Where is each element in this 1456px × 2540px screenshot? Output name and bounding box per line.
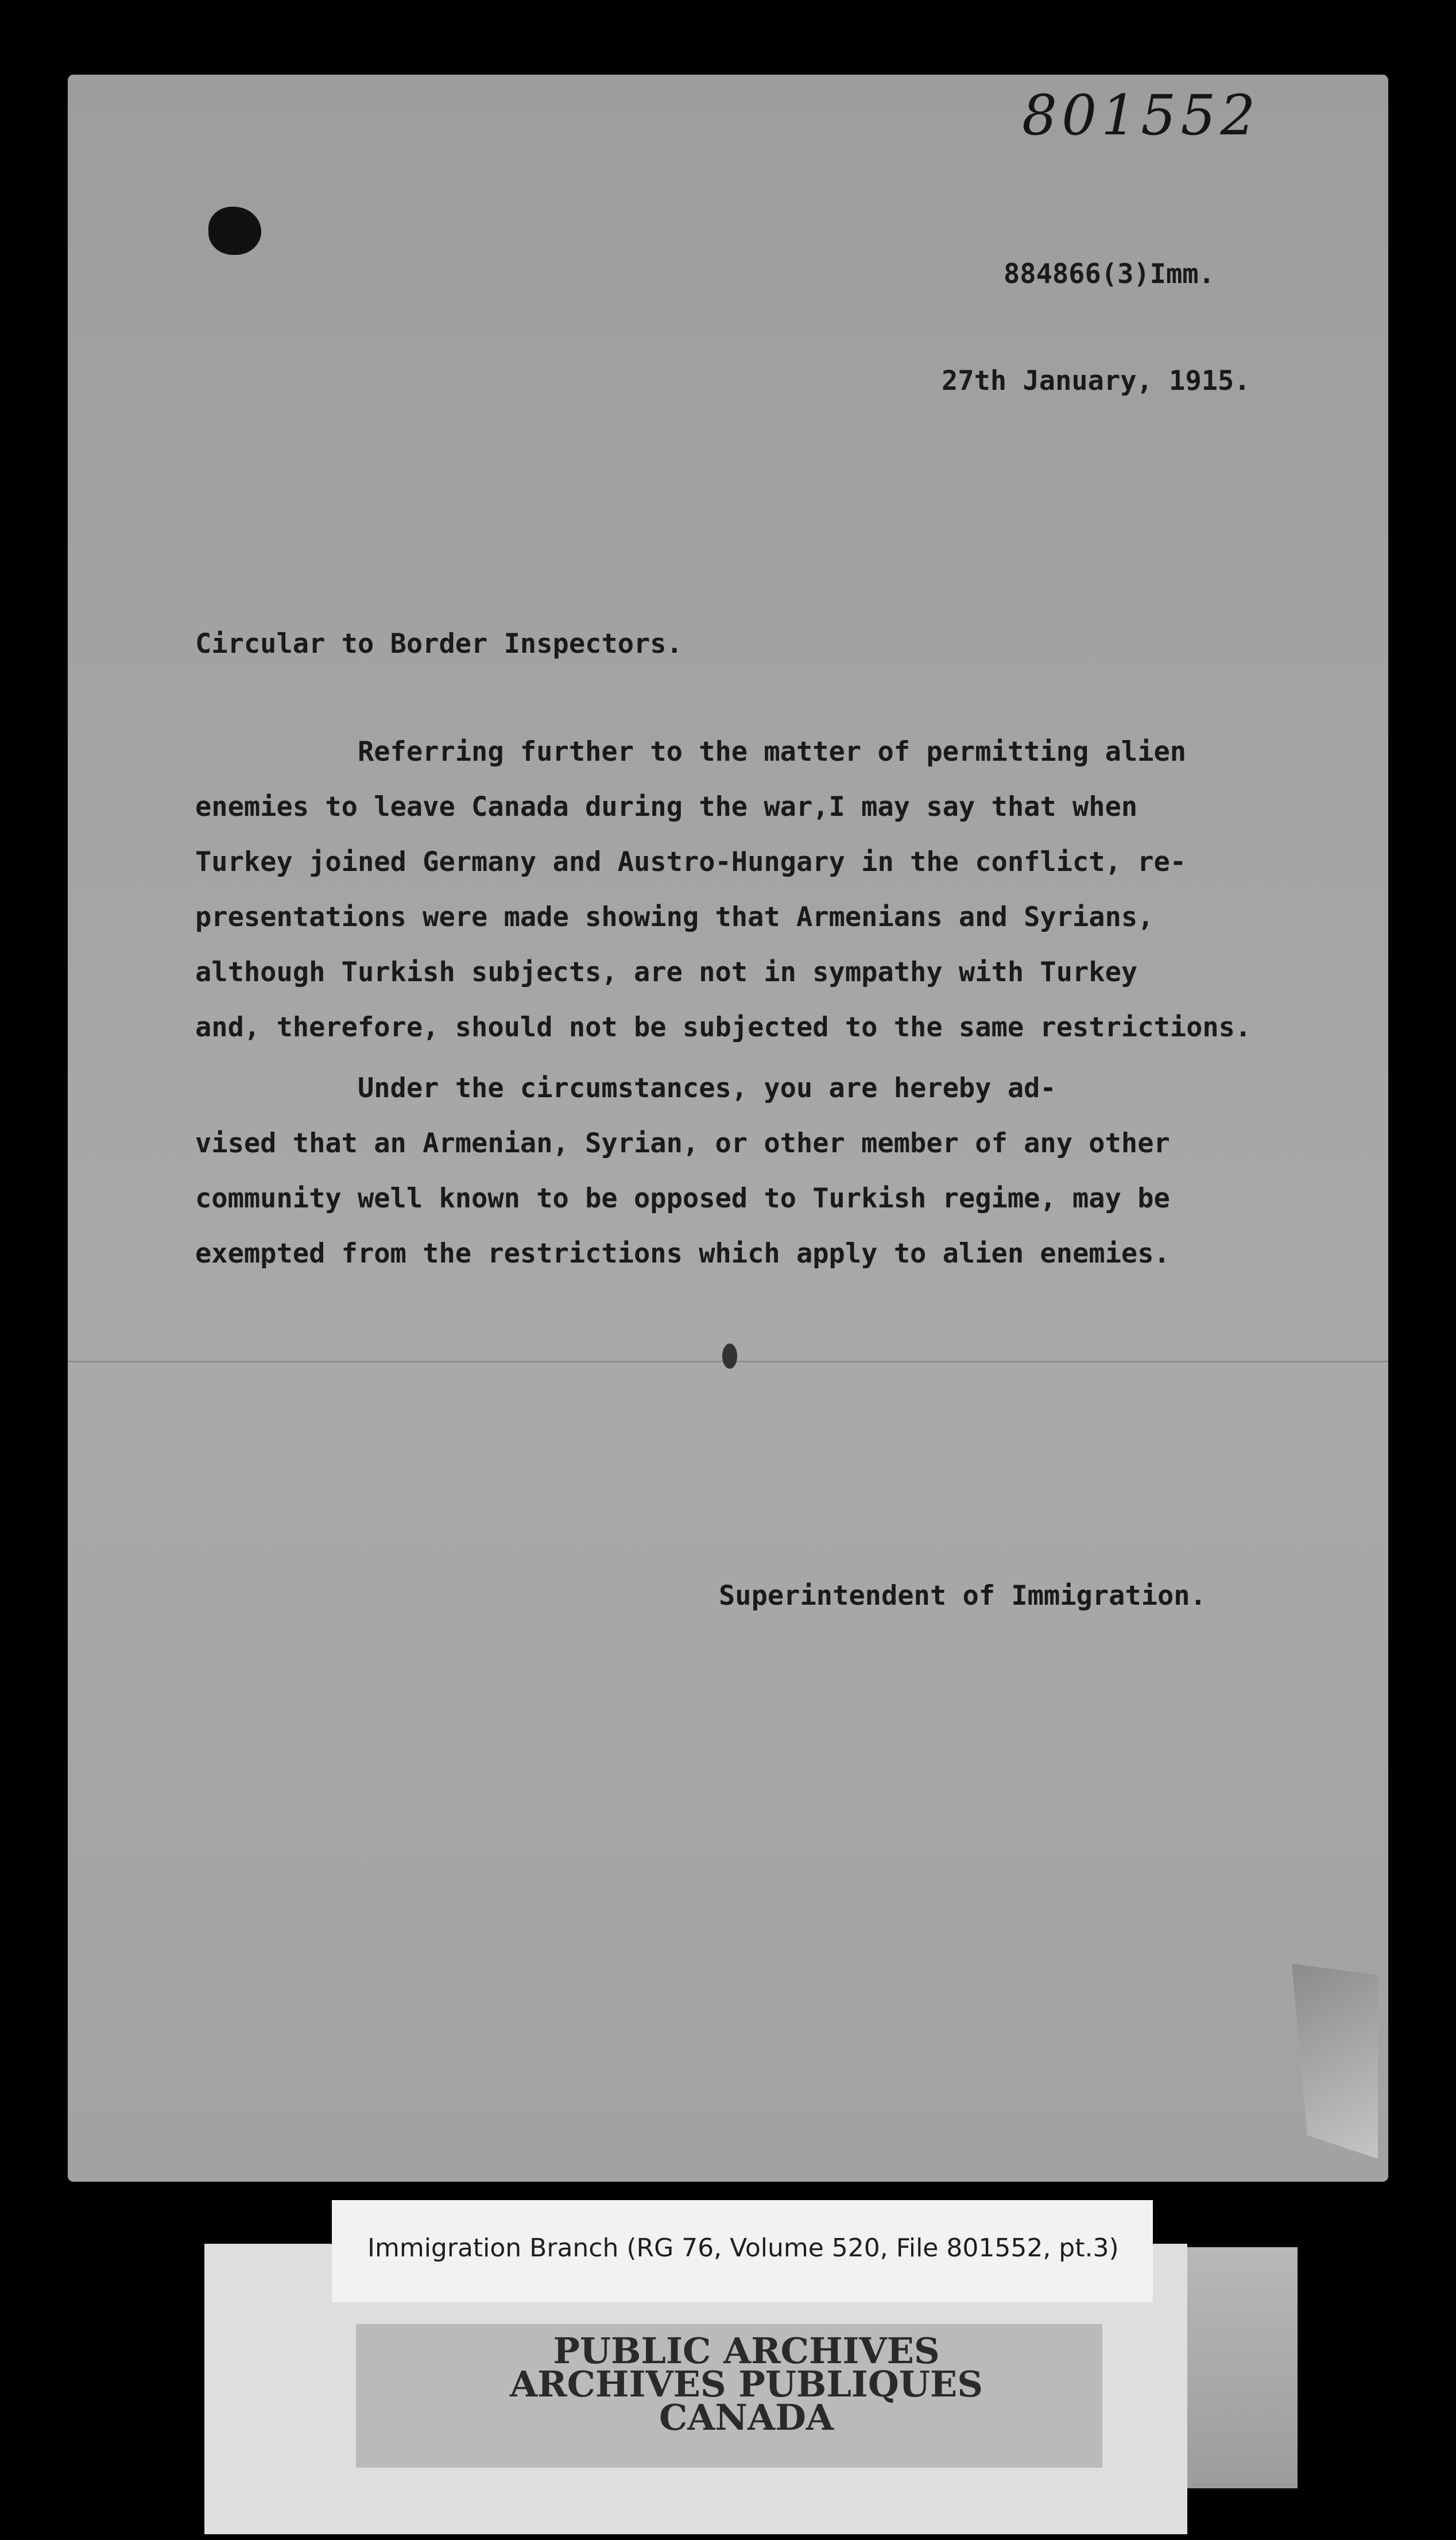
body-line: and, therefore, should not be subjected to the same restrictions. (195, 1012, 1252, 1043)
archive-caption: Immigration Branch (RG 76, Volume 520, File 801552, pt.3) (367, 2233, 1119, 2263)
body-line: community well known to be opposed to Turkish regime, may be (195, 1183, 1170, 1214)
body-line: although Turkish subjects, are not in sympathy with Turkey (195, 957, 1138, 988)
handwritten-file-number: 801552 (1022, 83, 1260, 148)
body-line: presentations were made showing that Armenians and Syrians, (195, 901, 1154, 933)
addressee-line: Circular to Border Inspectors. (195, 628, 683, 660)
stamp-line: ARCHIVES PUBLIQUES (509, 2363, 983, 2405)
stamp-line: CANADA (659, 2396, 834, 2438)
ink-smudge (722, 1343, 737, 1369)
body-line: Referring further to the matter of permitting alien (195, 736, 1187, 768)
reference-number: 884866(3)Imm. (1004, 258, 1215, 290)
ink-blot (208, 207, 261, 255)
body-line: Turkey joined Germany and Austro-Hungary in the conflict, re- (195, 846, 1187, 878)
body-line: enemies to leave Canada during the war,I may say that when (195, 791, 1138, 823)
signature-title: Superintendent of Immigration. (719, 1580, 1206, 1612)
body-line: vised that an Armenian, Syrian, or other member of any other (195, 1128, 1170, 1159)
archive-stamp (505, 2330, 988, 2438)
letter-date: 27th January, 1915. (942, 365, 1250, 397)
body-line: exempted from the restrictions which apply to alien enemies. (195, 1238, 1170, 1269)
stamp-line: PUBLIC ARCHIVES (553, 2330, 940, 2372)
body-line: Under the circumstances, you are hereby ad- (195, 1072, 1056, 1104)
